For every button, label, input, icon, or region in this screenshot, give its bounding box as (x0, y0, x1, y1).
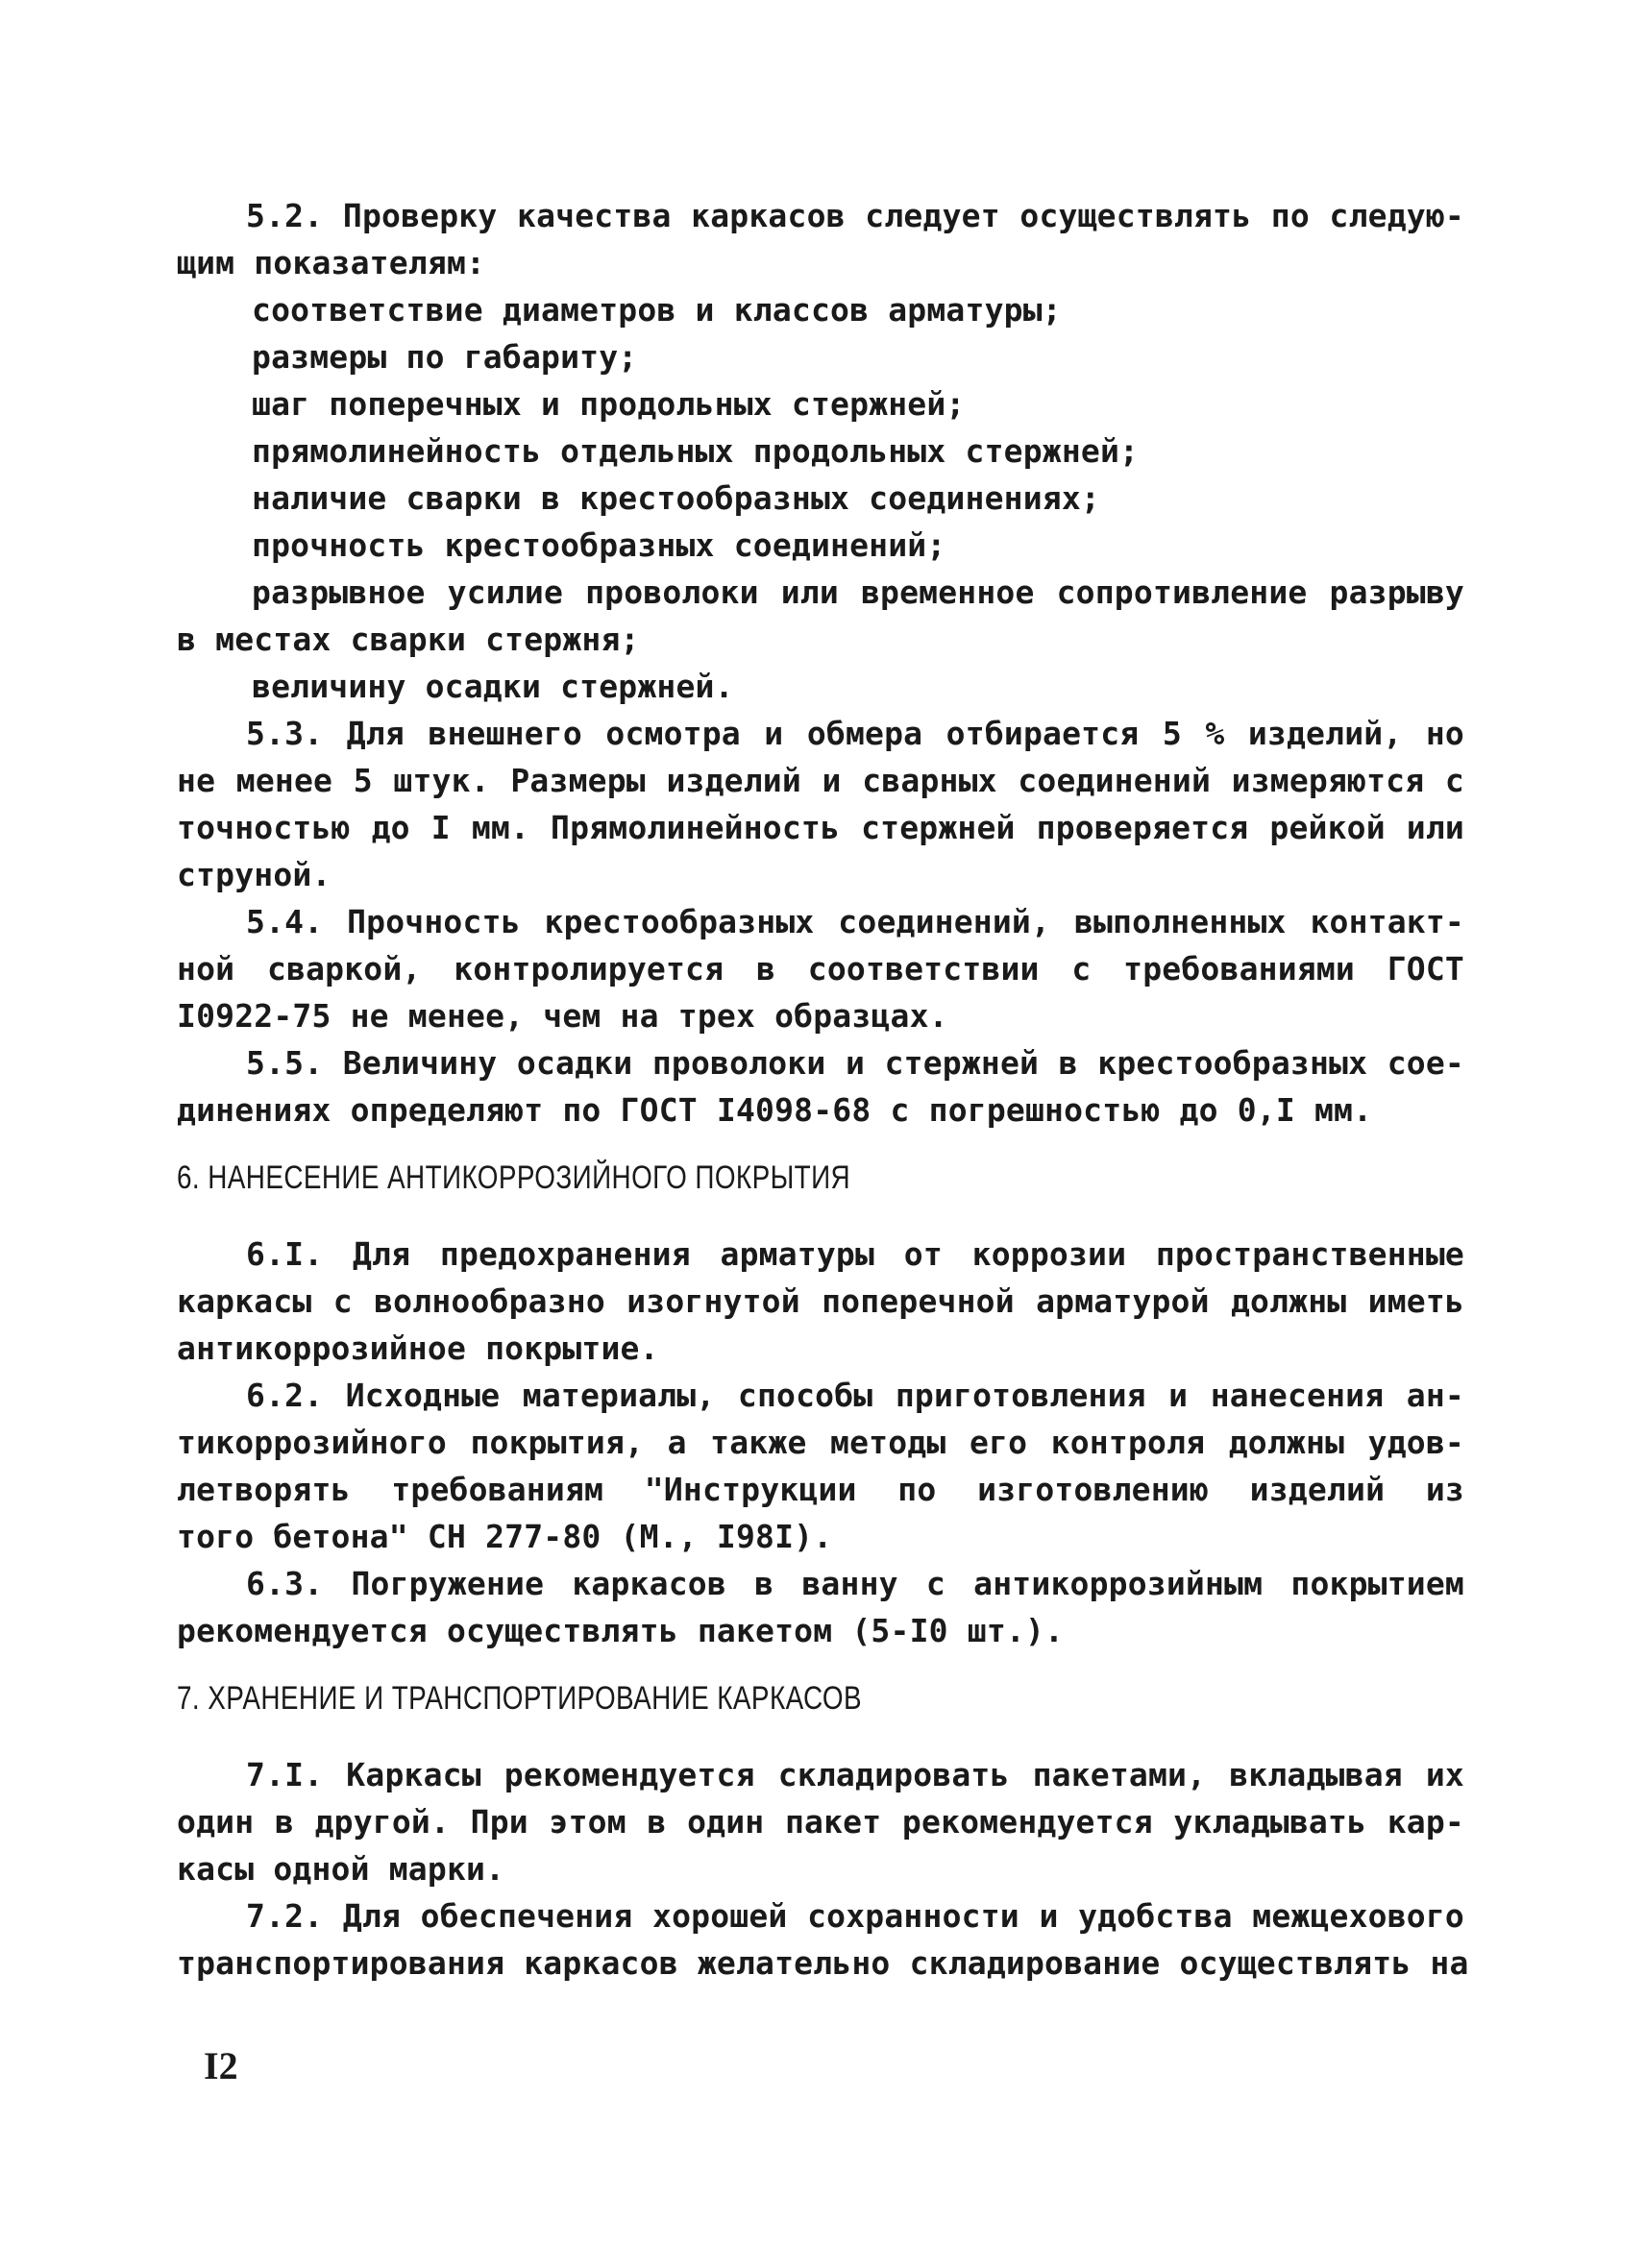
text-line: 5.5. Величину осадки проволоки и стержней в крестообразных сое- (246, 1044, 1464, 1082)
text-line: 5.2. Проверку качества каркасов следует осуществлять по следую- (246, 197, 1464, 234)
section-heading: 6. НАНЕСЕНИЕ АНТИКОРРОЗИЙНОГО ПОКРЫТИЯ (177, 1159, 851, 1196)
text-line: тикоррозийного покрытия, а также методы его контроля должны удов- (177, 1424, 1464, 1461)
paragraph (177, 1372, 1464, 1560)
list-item: прочность крестообразных соединений; (252, 526, 946, 564)
paragraph (177, 192, 1464, 286)
text-line: I0922-75 не менее, чем на трех образцах. (177, 997, 948, 1035)
list-item: соответствие диаметров и классов арматуры; (252, 291, 1062, 329)
list-item: величину осадки стержней. (252, 668, 734, 705)
text-line: в местах сварки стержня; (177, 621, 640, 658)
list-item: размеры по габариту; (252, 338, 638, 376)
list-item: шаг поперечных и продольных стержней; (252, 385, 966, 423)
text-line: 6.3. Погружение каркасов в ванну с антикоррозийным покрытием (246, 1565, 1464, 1602)
list-item: наличие сварки в крестообразных соединениях; (252, 479, 1100, 517)
text-line: не менее 5 штук. Размеры изделий и сварных соединений измеряются с (177, 762, 1464, 799)
paragraph (177, 1560, 1464, 1654)
paragraph (177, 1751, 1464, 1892)
paragraph (177, 710, 1464, 898)
text-line: 7.2. Для обеспечения хорошей сохранности и удобства межцехового (246, 1897, 1464, 1935)
text-line: рекомендуется осуществлять пакетом (5-I0 шт.). (177, 1612, 1065, 1649)
section-heading: 7. ХРАНЕНИЕ И ТРАНСПОРТИРОВАНИЕ КАРКАСОВ (177, 1680, 863, 1717)
text-line: точностью до I мм. Прямолинейность стержней проверяется рейкой или (177, 809, 1464, 846)
text-line: летворять требованиям "Инструкции по изготовлению изделий из (177, 1471, 1464, 1508)
text-line: того бетона" СН 277-80 (М., I98I). (177, 1518, 833, 1555)
text-line: динениях определяют по ГОСТ I4098-68 с погрешностью до 0,I мм. (177, 1091, 1373, 1129)
text-line: каркасы с волнообразно изогнутой поперечной арматурой должны иметь (177, 1282, 1464, 1320)
list-block (177, 286, 1464, 569)
text-line: ной сваркой, контролируется в соответствии с требованиями ГОСТ (177, 950, 1464, 988)
list-item: прямолинейность отдельных продольных стержней; (252, 432, 1140, 470)
text-line: транспортирования каркасов желательно складирование осуществлять на (177, 1944, 1469, 1982)
text-line: щим показателям: (177, 244, 486, 281)
paragraph (177, 1231, 1464, 1372)
paragraph (177, 1892, 1469, 1987)
text-line: струной. (177, 856, 331, 893)
text-line: 6.2. Исходные материалы, способы приготовления и нанесения ан- (246, 1377, 1464, 1414)
text-line: один в другой. При этом в один пакет рекомендуется укладывать кар- (177, 1803, 1464, 1841)
page-number: I2 (204, 2044, 238, 2087)
paragraph (177, 569, 1464, 663)
text-line: касы одной марки. (177, 1850, 505, 1888)
text-line: 7.I. Каркасы рекомендуется складировать пакетами, вкладывая их (246, 1756, 1464, 1793)
text-line: 5.4. Прочность крестообразных соединений, выполненных контакт- (246, 903, 1464, 940)
text-line: 5.3. Для внешнего осмотра и обмера отбирается 5 % изделий, но (246, 715, 1464, 752)
text-line: разрывное усилие проволоки или временное сопротивление разрыву (252, 573, 1464, 611)
paragraph (177, 898, 1464, 1039)
paragraph (177, 1039, 1464, 1134)
text-line: 6.I. Для предохранения арматуры от коррозии пространственные (246, 1235, 1464, 1273)
list-block (177, 663, 1464, 710)
document-page (177, 192, 1469, 1987)
document-body (177, 192, 1469, 1987)
text-line: антикоррозийное покрытие. (177, 1329, 659, 1367)
